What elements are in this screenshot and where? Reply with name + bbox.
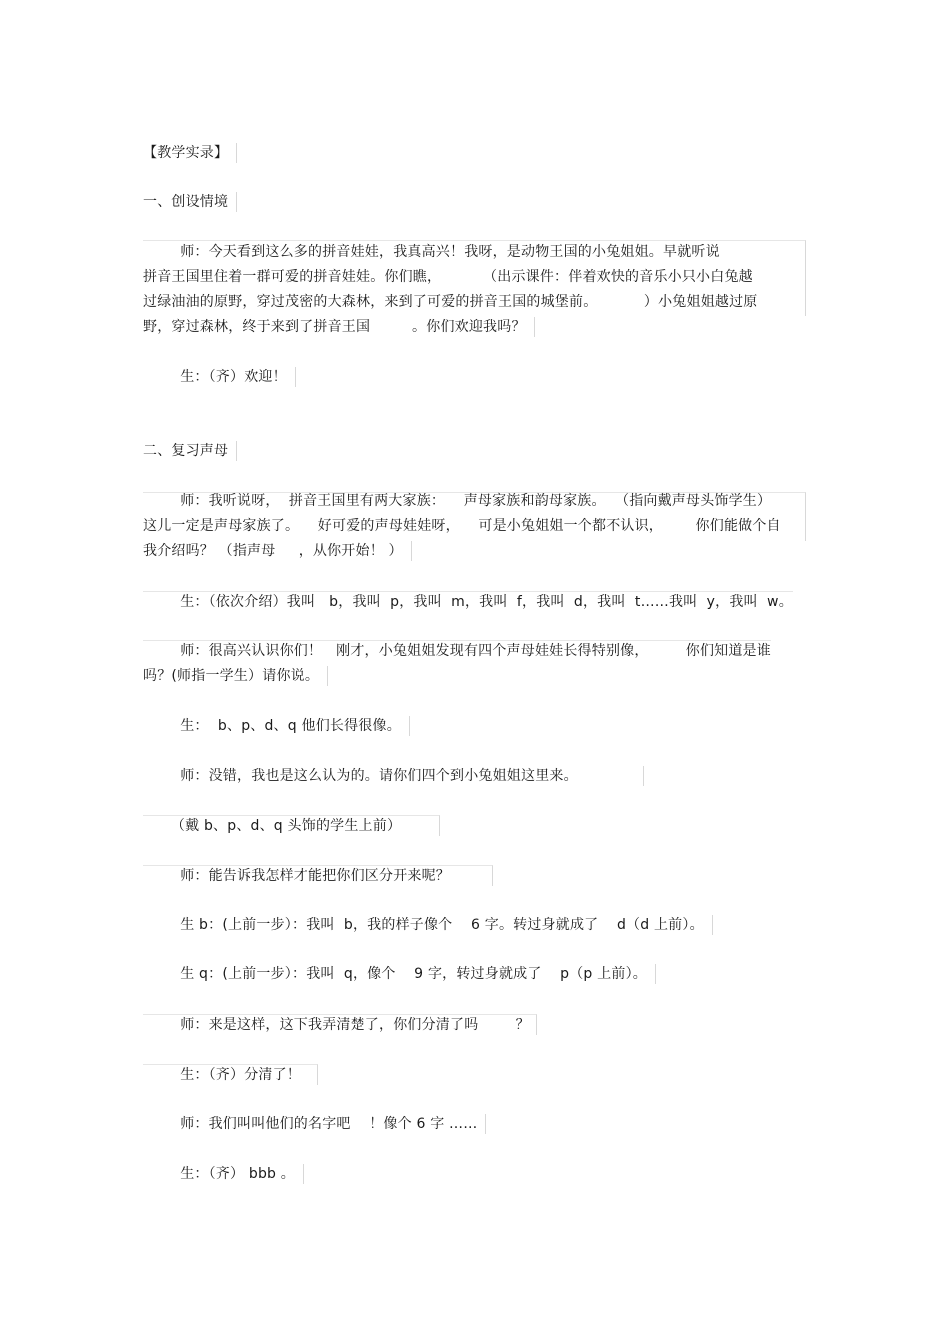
paragraph-line: 师：我听说呀， 拼音王国里有两大家族： 声母家族和韵母家族。 （指向戴声母头饰学生） [143, 493, 772, 509]
teacher-line: 师：来是这样，这下我弄清楚了，你们分清了吗 ？ [143, 1014, 537, 1035]
section-heading-create-context: 一、创设情境 [143, 192, 237, 212]
paragraph-line: 我介绍吗？ （指声母 ，从你开始！ ） [143, 541, 412, 561]
section-heading-review-initials: 二、复习声母 [143, 441, 237, 461]
paragraph-line: 师：很高兴认识你们！ 刚才，小兔姐姐发现有四个声母娃娃长得特别像， 你们知道是谁 [143, 640, 771, 661]
student-reply: 生 b：(上前一步）：我叫 b，我的样子像个 6 字。转过身就成了 d（d 上前）。 [143, 915, 713, 935]
paragraph-line: 野，穿过森林，终于来到了拼音王国 。你们欢迎我吗？ [143, 317, 535, 337]
student-reply: 生：（齐）欢迎！ [143, 367, 296, 387]
teacher-line: 师：我们叫叫他们的名字吧 ！像个 6 字 …… [143, 1114, 486, 1134]
paragraph-line: 吗？(师指一学生）请你说。 [143, 666, 328, 686]
student-reply: 生：（依次介绍）我叫 b，我叫 p，我叫 m，我叫 f，我叫 d，我叫 t……我叫 y，我叫 w。 [143, 591, 793, 612]
student-reply: 生 q：(上前一步）：我叫 q，像个 9 字，转过身就成了 p（p 上前）。 [143, 964, 656, 984]
paragraph-line: 师：今天看到这么多的拼音娃娃，我真高兴！我呀，是动物王国的小兔姐姐。早就听说 [143, 244, 720, 260]
teacher-line: 师：没错，我也是这么认为的。请你们四个到小兔姐姐这里来。 [143, 766, 644, 786]
stage-direction: （戴 b、p、d、q 头饰的学生上前） [143, 815, 440, 836]
section-heading-teaching-record: 【教学实录】 [143, 143, 237, 163]
student-reply: 生：（齐） bbb 。 [143, 1164, 304, 1184]
teacher-line: 师：能告诉我怎样才能把你们区分开来呢？ [143, 865, 493, 886]
paragraph-line: 拼音王国里住着一群可爱的拼音娃娃。你们瞧， （出示课件：伴着欢快的音乐小只小白兔越 [143, 269, 753, 285]
paragraph-line: 这儿一定是声母家族了。 好可爱的声母娃娃呀， 可是小兔姐姐一个都不认识， 你们能做个自 [143, 518, 781, 534]
paragraph-line: 过绿油油的原野，穿过茂密的大森林，来到了可爱的拼音王国的城堡前。 ）小兔姐姐越过原 [143, 294, 758, 310]
student-reply: 生：（齐）分清了！ [143, 1064, 318, 1085]
student-reply: 生： b、p、d、q 他们长得很像。 [143, 716, 410, 736]
